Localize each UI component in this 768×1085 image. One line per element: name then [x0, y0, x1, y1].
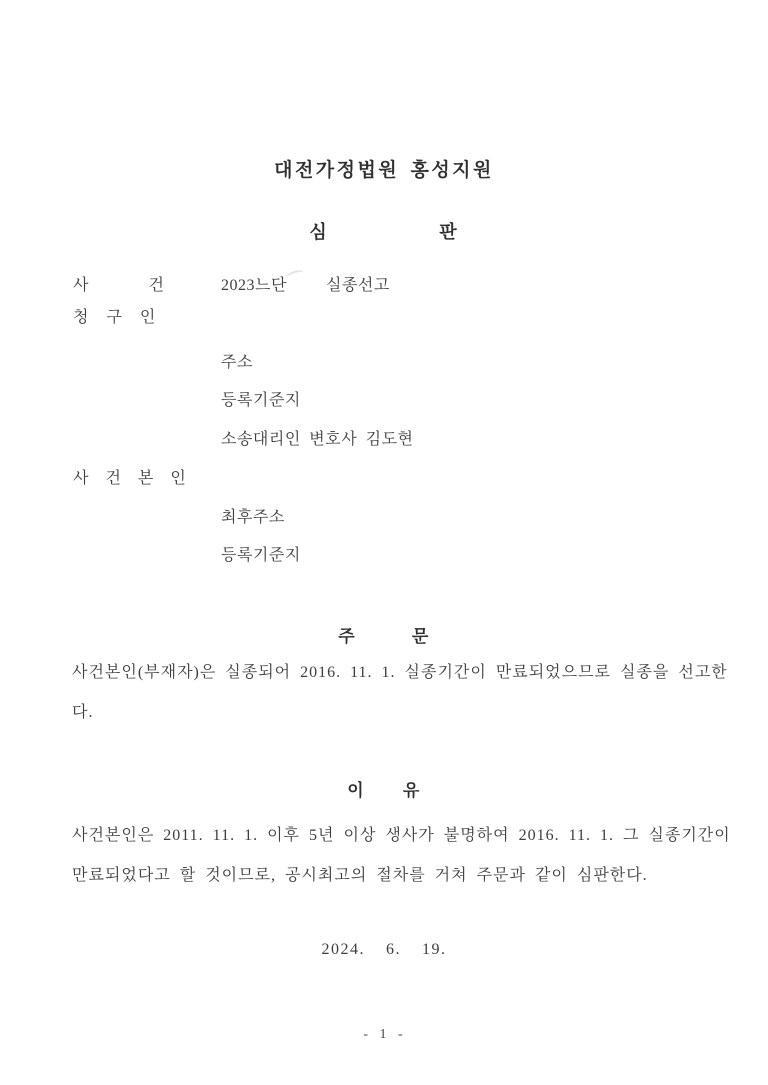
page-number: - 1 -	[363, 1027, 405, 1042]
case-label: 사 건	[73, 277, 166, 294]
reason-text-line-2: 만료되었다고 할 것이므로, 공시최고의 절차를 거쳐 주문과 같이 심판한다.	[72, 867, 648, 884]
reason-text-line-1: 사건본인은 2011. 11. 1. 이후 5년 이상 생사가 불명하여 2016. 11. 1. 그 실종기간이	[72, 827, 731, 844]
case-name: 실종선고	[326, 277, 390, 294]
petitioner-label: 청 구 인	[73, 309, 158, 326]
reason-heading: 이 유	[347, 781, 421, 800]
subject-last-address-label: 최후주소	[221, 509, 285, 526]
subject-label: 사 건 본 인	[73, 470, 188, 487]
order-heading: 주 문	[338, 627, 430, 646]
scan-artifact	[285, 268, 305, 282]
case-number: 2023느단	[221, 277, 287, 294]
document-title: 심 판	[309, 222, 459, 242]
judgment-date: 2024. 6. 19.	[321, 941, 447, 958]
order-text-line-1: 사건본인(부재자)은 실종되어 2016. 11. 1. 실종기간이 만료되었으므로 실종을 선고한	[72, 664, 728, 681]
court-name: 대전가정법원 홍성지원	[274, 160, 494, 181]
representative-line: 소송대리인 변호사 김도현	[221, 431, 414, 448]
subject-registry-label: 등록기준지	[221, 547, 301, 564]
petitioner-registry-label: 등록기준지	[221, 392, 301, 409]
order-text-line-2: 다.	[72, 704, 94, 721]
petitioner-address-label: 주소	[221, 354, 253, 371]
